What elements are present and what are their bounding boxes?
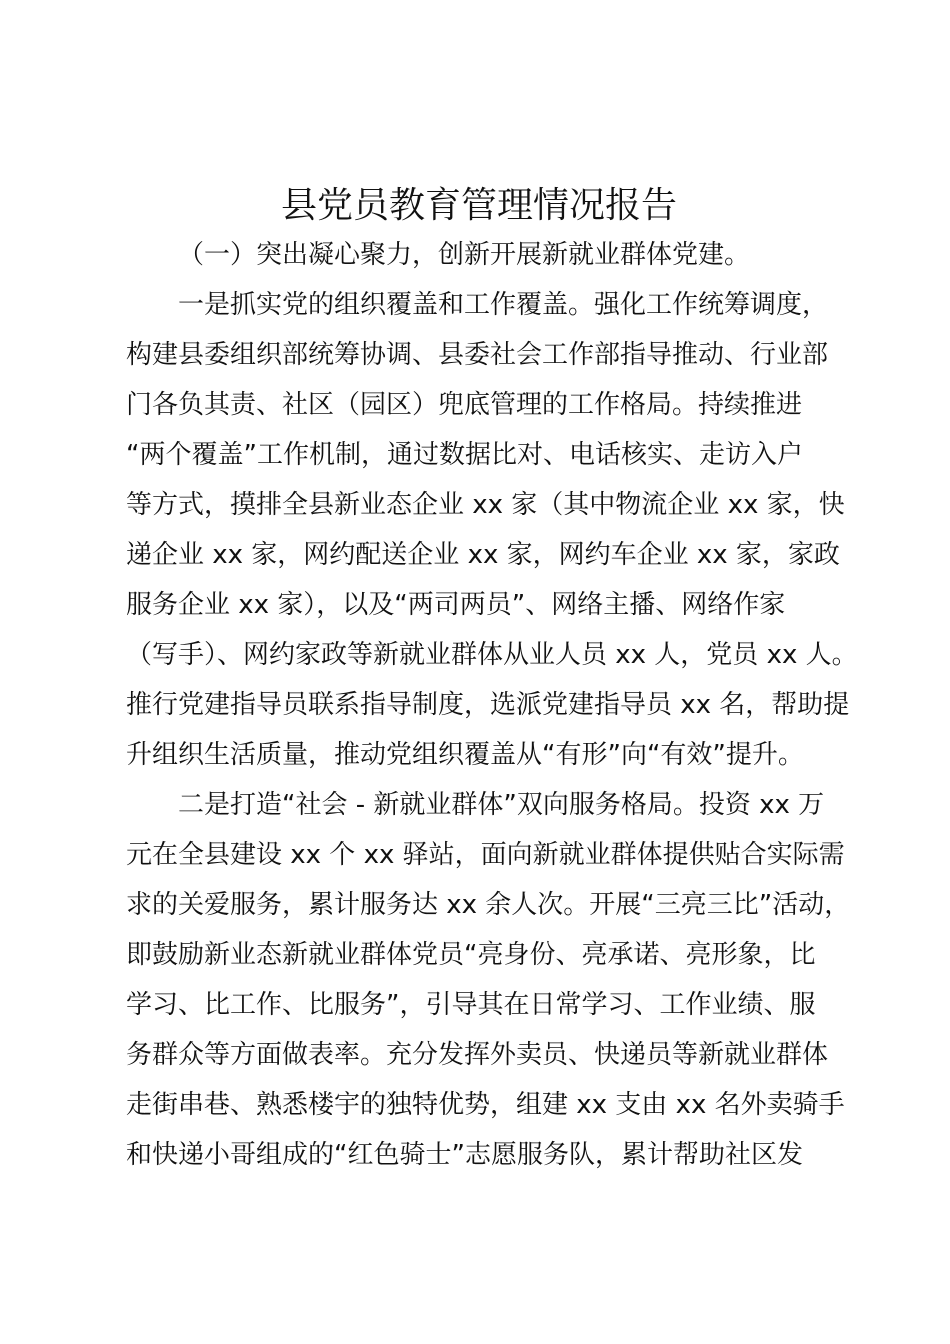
paragraph-1-line <box>126 480 866 530</box>
text-line: 元在全县建设 xx 个 xx 驿站，面向新就业群体提供贴合实际需 <box>126 840 845 870</box>
paragraph-2-line <box>126 830 866 880</box>
paragraph-1-line <box>126 630 866 680</box>
text-line: 二是打造“社会 - 新就业群体”双向服务格局。投资 xx 万 <box>178 790 825 820</box>
paragraph-1-line <box>126 430 866 480</box>
paragraph-1-line <box>126 530 866 580</box>
document-title: 县党员教育管理情况报告 <box>280 185 677 226</box>
paragraph-2-line <box>126 1130 866 1180</box>
paragraph-1-line <box>126 680 866 730</box>
section-heading-text: （一）突出凝心聚力，创新开展新就业群体党建。 <box>178 240 751 270</box>
paragraph-2-line <box>126 780 866 830</box>
section-heading <box>126 230 866 280</box>
paragraph-1-line <box>126 330 866 380</box>
text-line: 递企业 xx 家，网约配送企业 xx 家，网约车企业 xx 家，家政 <box>126 540 840 570</box>
text-line: “两个覆盖”工作机制，通过数据比对、电话核实、走访入户 <box>126 440 803 470</box>
text-line: 等方式，摸排全县新业态企业 xx 家（其中物流企业 xx 家，快 <box>126 490 845 520</box>
paragraph-2-line <box>126 880 866 930</box>
paragraph-2-line <box>126 980 866 1030</box>
text-line: 务群众等方面做表率。充分发挥外卖员、快递员等新就业群体 <box>126 1040 829 1070</box>
paragraph-1-line <box>126 280 866 330</box>
text-line: （写手）、网约家政等新就业群体从业人员 xx 人，党员 xx 人。 <box>126 640 858 670</box>
paragraph-2-line <box>126 1080 866 1130</box>
text-line: 走街串巷、熟悉楼宇的独特优势，组建 xx 支由 xx 名外卖骑手 <box>126 1090 845 1120</box>
paragraph-2-line <box>126 1030 866 1080</box>
text-line: 推行党建指导员联系指导制度，选派党建指导员 xx 名，帮助提 <box>126 690 850 720</box>
text-line: 即鼓励新业态新就业群体党员“亮身份、亮承诺、亮形象，比 <box>126 940 816 970</box>
text-line: 门各负其责、社区（园区）兜底管理的工作格局。持续推进 <box>126 390 803 420</box>
text-line: 求的关爱服务，累计服务达 xx 余人次。开展“三亮三比”活动， <box>126 890 851 920</box>
paragraph-1-line <box>126 580 866 630</box>
text-line: 学习、比工作、比服务”，引导其在日常学习、工作业绩、服 <box>126 990 816 1020</box>
text-line: 升组织生活质量，推动党组织覆盖从“有形”向“有效”提升。 <box>126 740 804 770</box>
text-line: 构建县委组织部统筹协调、县委社会工作部指导推动、行业部 <box>126 340 829 370</box>
paragraph-2-line <box>126 930 866 980</box>
paragraph-1-line <box>126 730 866 780</box>
paragraph-1-line <box>126 380 866 430</box>
text-line: 服务企业 xx 家），以及“两司两员”、网络主播、网络作家 <box>126 590 786 620</box>
text-line: 一是抓实党的组织覆盖和工作覆盖。强化工作统筹调度， <box>178 290 829 320</box>
text-line: 和快递小哥组成的“红色骑士”志愿服务队，累计帮助社区发 <box>126 1140 803 1170</box>
